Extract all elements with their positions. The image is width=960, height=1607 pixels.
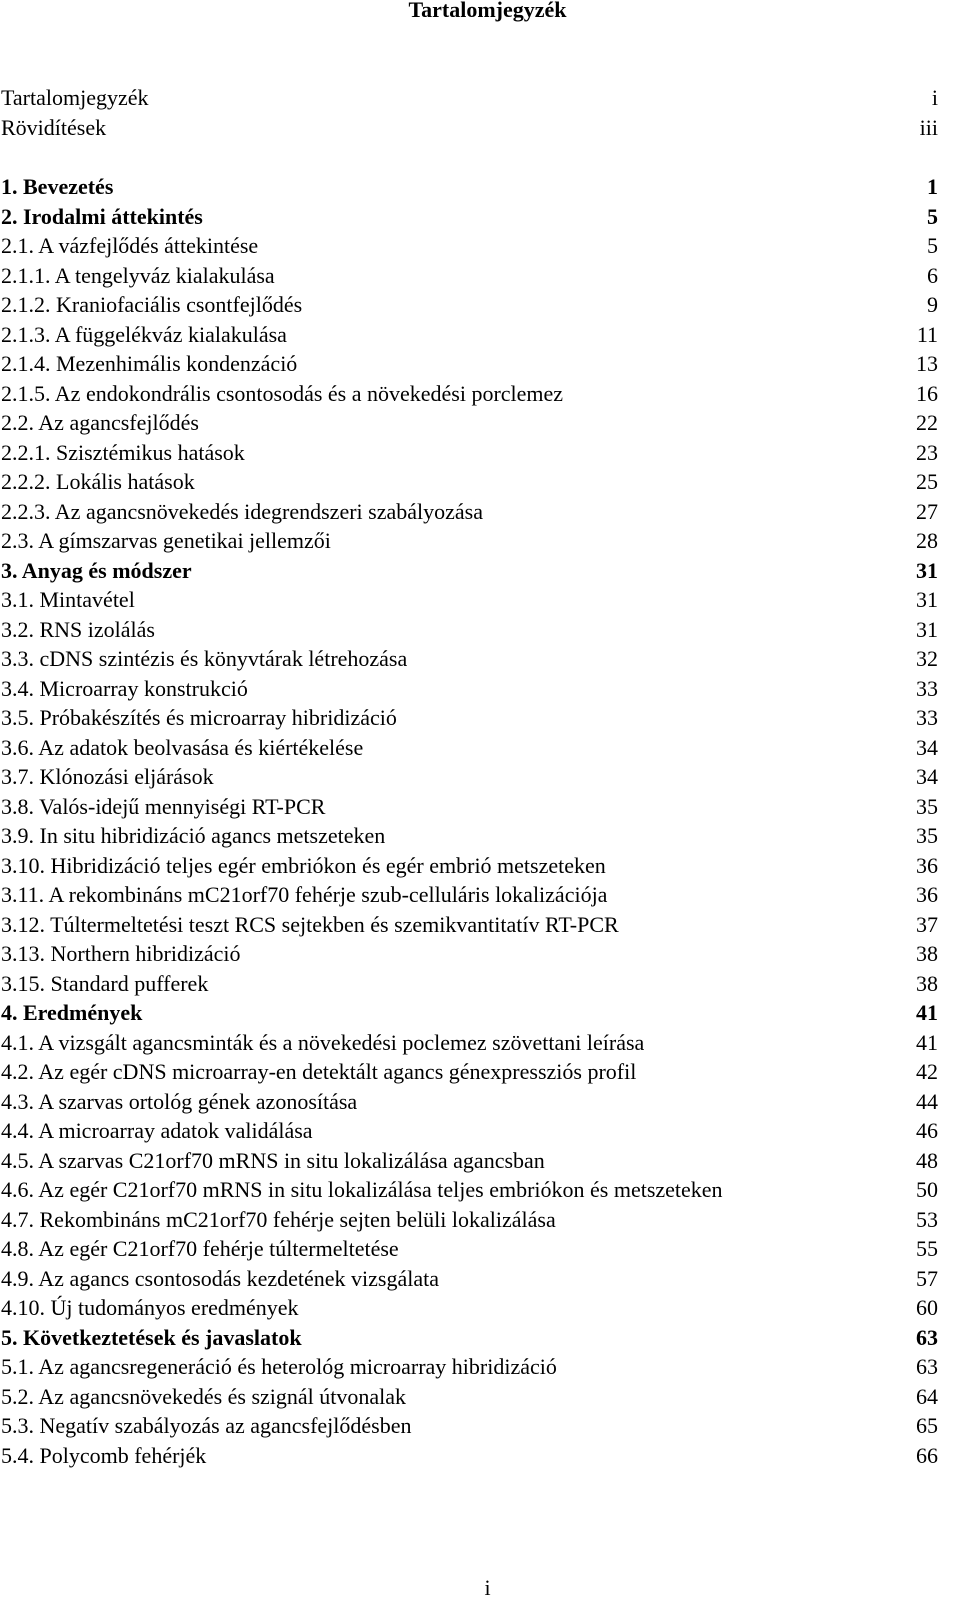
toc-entry-label: 3.13. Northern hibridizáció [1, 941, 241, 966]
toc-entry-label: 5.2. Az agancsnövekedés és szignál útvonalak [1, 1384, 407, 1409]
toc-entry [1, 1352, 938, 1382]
toc-entry [1, 1116, 938, 1146]
toc-entry-page: 36 [916, 853, 938, 878]
toc-entry [1, 1293, 938, 1323]
toc-entry [1, 880, 938, 910]
toc-entry [1, 1441, 938, 1471]
toc-entry [1, 202, 938, 232]
toc-entry-label: 3.3. cDNS szintézis és könyvtárak létrehozása [1, 646, 408, 671]
toc-entry-page: 57 [916, 1266, 938, 1291]
toc-entry-page: 63 [916, 1325, 938, 1350]
toc-entry-label: 2.1.5. Az endokondrális csontosodás és a növekedési porclemez [1, 381, 564, 406]
toc-entry [1, 733, 938, 763]
toc-entry-page: 66 [916, 1443, 938, 1468]
toc-entry-label: 4.9. Az agancs csontosodás kezdetének vizsgálata [1, 1266, 440, 1291]
toc-entry-page: 42 [916, 1059, 938, 1084]
toc-entry-page: 64 [916, 1384, 938, 1409]
toc-entry [1, 526, 938, 556]
toc-entry [1, 467, 938, 497]
page-number: i [484, 1575, 491, 1600]
toc-entry [1, 644, 938, 674]
toc-entry-label: Tartalomjegyzék [1, 85, 149, 110]
toc-entry-label: 5. Következtetések és javaslatok [1, 1325, 302, 1350]
toc-entry-page: 63 [916, 1354, 938, 1379]
toc-entry-page: 55 [916, 1236, 938, 1261]
toc-entry-label: 3.12. Túltermeltetési teszt RCS sejtekben és szemikvantitatív RT-PCR [1, 912, 619, 937]
toc-entry [1, 851, 938, 881]
toc-entry-label: 3.10. Hibridizáció teljes egér embriókon és egér embrió metszeteken [1, 853, 606, 878]
toc-entry-label: 4. Eredmények [1, 1000, 143, 1025]
toc-entry [1, 438, 938, 468]
toc-entry-label: 3.2. RNS izolálás [1, 617, 155, 642]
toc-entry-page: 34 [916, 764, 938, 789]
toc-entry-page: 38 [916, 941, 938, 966]
toc-entry-label: Rövidítések [1, 115, 107, 140]
toc-entry-page: 11 [916, 322, 938, 347]
toc-entry-page: 25 [916, 469, 938, 494]
toc-entry-label: 4.4. A microarray adatok validálása [1, 1118, 313, 1143]
toc-entry [1, 821, 938, 851]
toc-entry [1, 703, 938, 733]
toc-entry-page: i [931, 85, 938, 110]
toc-entry-page: 38 [916, 971, 938, 996]
toc-entry-label: 2.1. A vázfejlődés áttekintése [1, 233, 259, 258]
toc-entry [1, 83, 938, 113]
toc-entry-page: 41 [916, 1000, 938, 1025]
toc-entry-page: 44 [916, 1089, 938, 1114]
toc-entry-label: 1. Bevezetés [1, 174, 114, 199]
toc-entry-label: 5.4. Polycomb fehérjék [1, 1443, 207, 1468]
toc-entry-label: 4.1. A vizsgált agancsminták és a növekedési poclemez szövettani leírása [1, 1030, 645, 1055]
toc-entry [1, 408, 938, 438]
toc-entry-page: 35 [916, 794, 938, 819]
page-title: Tartalomjegyzék [408, 0, 567, 22]
toc-entry-label: 3.11. A rekombináns mC21orf70 fehérje szub-celluláris lokalizációja [1, 882, 608, 907]
toc-entry-label: 4.3. A szarvas ortológ gének azonosítása [1, 1089, 358, 1114]
toc-entry [1, 1264, 938, 1294]
toc-entry-label: 4.7. Rekombináns mC21orf70 fehérje sejten belüli lokalizálása [1, 1207, 556, 1232]
toc-entry-label: 2.2.2. Lokális hatások [1, 469, 195, 494]
toc-entry [1, 1323, 938, 1353]
toc-entry-label: 3.8. Valós-idejű mennyiségi RT-PCR [1, 794, 326, 819]
toc-entry-label: 3.1. Mintavétel [1, 587, 135, 612]
toc-entry-page: 22 [916, 410, 938, 435]
toc-entry [1, 792, 938, 822]
toc-entry-page: 41 [916, 1030, 938, 1055]
toc-entry [1, 585, 938, 615]
toc-entry-label: 2.3. A gímszarvas genetikai jellemzői [1, 528, 331, 553]
toc-entry-label: 3.6. Az adatok beolvasása és kiértékelése [1, 735, 364, 760]
toc-entry-page: 31 [916, 558, 938, 583]
toc-entry [1, 910, 938, 940]
toc-entry-label: 5.3. Negatív szabályozás az agancsfejlődésben [1, 1413, 412, 1438]
toc-entry-label: 4.6. Az egér C21orf70 mRNS in situ lokalizálása teljes embriókon és metszeteken [1, 1177, 723, 1202]
toc-entry-label: 2.1.1. A tengelyváz kialakulása [1, 263, 275, 288]
toc-entry [1, 261, 938, 291]
toc-entry-label: 2.1.2. Kraniofaciális csontfejlődés [1, 292, 303, 317]
toc-entry-page: 33 [916, 676, 938, 701]
toc-entry [1, 290, 938, 320]
toc-entry-label: 2.1.3. A függelékváz kialakulása [1, 322, 287, 347]
toc-entry [1, 379, 938, 409]
toc-entry-page: 32 [916, 646, 938, 671]
toc-entry [1, 1205, 938, 1235]
toc-entry-label: 2.2. Az agancsfejlődés [1, 410, 199, 435]
toc-entry-page: 23 [916, 440, 938, 465]
toc-entry [1, 1411, 938, 1441]
toc-entry-page: 31 [916, 587, 938, 612]
toc-entry-page: 65 [916, 1413, 938, 1438]
toc-entry-label: 2. Irodalmi áttekintés [1, 204, 203, 229]
toc-entry-label: 3.4. Microarray konstrukció [1, 676, 248, 701]
toc-entry-label: 2.1.4. Mezenhimális kondenzáció [1, 351, 298, 376]
toc-entry-label: 3. Anyag és módszer [1, 558, 192, 583]
toc-entry-page: 5 [927, 204, 938, 229]
toc-entry-page: 6 [927, 263, 938, 288]
toc-entry [1, 1087, 938, 1117]
toc-entry [1, 1057, 938, 1087]
toc-entry [1, 1028, 938, 1058]
toc-entry-label: 2.2.3. Az agancsnövekedés idegrendszeri szabályozása [1, 499, 483, 524]
toc-entry [1, 762, 938, 792]
toc-entry-page: 27 [916, 499, 938, 524]
toc-entry-page: 13 [916, 351, 938, 376]
toc-entry-page: 35 [916, 823, 938, 848]
toc-entry-label: 4.5. A szarvas C21orf70 mRNS in situ lokalizálása agancsban [1, 1148, 545, 1173]
toc-entry-page: 33 [916, 705, 938, 730]
toc-entry-page: 31 [916, 617, 938, 642]
toc-entry-page: 50 [916, 1177, 938, 1202]
toc-entry-page: 28 [916, 528, 938, 553]
toc-entry [1, 320, 938, 350]
toc-entry [1, 939, 938, 969]
toc-entry [1, 1175, 938, 1205]
toc-entry [1, 674, 938, 704]
toc-entry-page: 34 [916, 735, 938, 760]
toc-entry-page: 1 [927, 174, 938, 199]
toc-entry-page: 37 [916, 912, 938, 937]
toc-entry [1, 172, 938, 202]
toc-entry-label: 3.15. Standard pufferek [1, 971, 209, 996]
toc-entry-label: 3.9. In situ hibridizáció agancs metszeteken [1, 823, 386, 848]
toc-entry-page: 36 [916, 882, 938, 907]
toc-entry-page: iii [919, 115, 938, 140]
toc-entry [1, 1146, 938, 1176]
toc-entry-page: 9 [927, 292, 938, 317]
toc-entry-page: 46 [916, 1118, 938, 1143]
toc-entry-page: 5 [927, 233, 938, 258]
toc-entry-label: 4.2. Az egér cDNS microarray-en detektált agancs génexpressziós profil [1, 1059, 637, 1084]
toc-entry-page: 53 [916, 1207, 938, 1232]
toc-entry-label: 3.5. Próbakészítés és microarray hibridizáció [1, 705, 397, 730]
toc-entry-page: 48 [916, 1148, 938, 1173]
toc-entry [1, 615, 938, 645]
toc-entry-label: 3.7. Klónozási eljárások [1, 764, 214, 789]
toc-entry [1, 113, 938, 143]
toc-entry [1, 497, 938, 527]
toc-entry [1, 969, 938, 999]
toc-entry-page: 60 [916, 1295, 938, 1320]
toc-entry-label: 4.8. Az egér C21orf70 fehérje túltermeltetése [1, 1236, 399, 1261]
toc-entry [1, 1382, 938, 1412]
toc-entry [1, 349, 938, 379]
toc-entry-label: 5.1. Az agancsregeneráció és heterológ microarray hibridizáció [1, 1354, 557, 1379]
toc-entry-label: 4.10. Új tudományos eredmények [1, 1295, 299, 1320]
toc-entry [1, 556, 938, 586]
toc-entry-label: 2.2.1. Szisztémikus hatások [1, 440, 245, 465]
toc-entry [1, 231, 938, 261]
toc-entry-page: 16 [916, 381, 938, 406]
toc-entry [1, 998, 938, 1028]
toc-entry [1, 1234, 938, 1264]
